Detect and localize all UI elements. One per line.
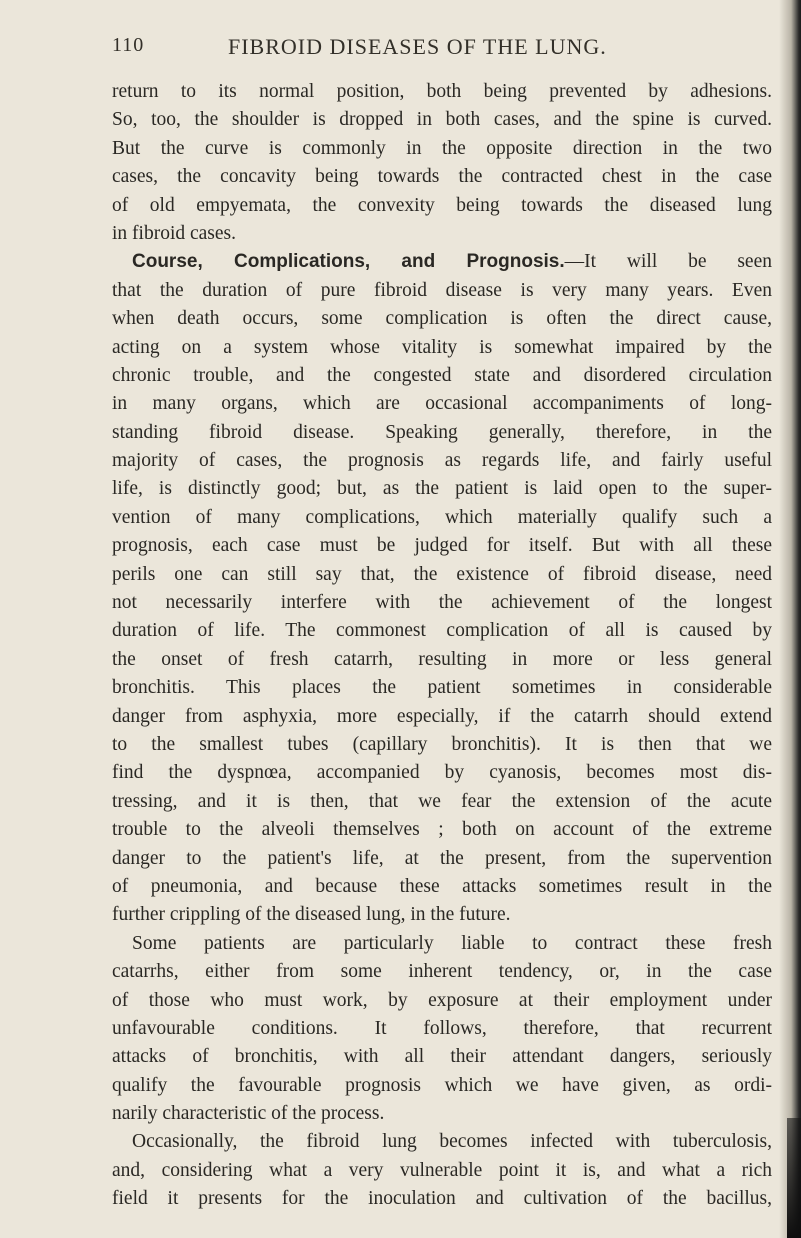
text-line: find the dyspnœa, accompanied by cyanosis, becomes most dis- [112, 762, 772, 784]
section-line-text: —It will be seen [564, 251, 772, 273]
text-line: perils one can still say that, the existence of fibroid disease, need [112, 563, 772, 585]
text-line: narily characteristic of the process. [112, 1103, 385, 1125]
text-line: qualify the favourable prognosis which we have given, as ordi- [112, 1074, 772, 1096]
section-heading: Course, Complications, and Prognosis. [132, 251, 565, 273]
text-line: bronchitis. This places the patient sometimes in considerable [112, 677, 772, 699]
text-line: and, considering what a very vulnerable point it is, and what a rich [112, 1159, 772, 1181]
text-line: catarrhs, either from some inherent tendency, or, in the case [112, 961, 772, 983]
page-corner-shadow [787, 1118, 801, 1238]
body-text [112, 78, 772, 1214]
text-line: to the smallest tubes (capillary bronchitis). It is then that we [112, 733, 772, 755]
text-line: tressing, and it is then, that we fear the extension of the acute [112, 790, 772, 812]
text-line: Some patients are particularly liable to contract these fresh [132, 932, 772, 954]
text-line: trouble to the alveoli themselves ; both on account of the extreme [112, 819, 772, 841]
text-line: life, is distinctly good; but, as the patient is laid open to the super- [112, 478, 772, 500]
text-line: cases, the concavity being towards the contracted chest in the case [112, 166, 772, 188]
text-line: duration of life. The commonest complication of all is caused by [112, 620, 772, 642]
text-line: when death occurs, some complication is often the direct cause, [112, 308, 772, 330]
text-line: of those who must work, by exposure at their employment under [112, 989, 772, 1011]
text-line: of old empyemata, the convexity being towards the diseased lung [112, 194, 772, 216]
text-line: vention of many complications, which materially qualify such a [112, 506, 772, 528]
text-line: standing fibroid disease. Speaking generally, therefore, in the [112, 421, 772, 443]
text-line: return to its normal position, both being prevented by adhesions. [112, 81, 772, 102]
page-number: 110 [112, 34, 145, 56]
text-line: prognosis, each case must be judged for itself. But with all these [112, 535, 772, 557]
text-line: So, too, the shoulder is dropped in both cases, and the spine is curved. [112, 109, 772, 131]
text-line: Occasionally, the fibroid lung becomes infected with tuberculosis, [132, 1131, 772, 1153]
text-line: unfavourable conditions. It follows, therefore, that recurrent [112, 1017, 772, 1039]
page-edge-shadow [779, 0, 801, 1238]
text-line: attacks of bronchitis, with all their attendant dangers, seriously [112, 1046, 772, 1068]
text-line: majority of cases, the prognosis as regards life, and fairly useful [112, 450, 772, 472]
text-line: danger from asphyxia, more especially, if the catarrh should extend [112, 705, 772, 727]
text-line: field it presents for the inoculation and cultivation of the bacillus, [112, 1188, 772, 1210]
text-line: further crippling of the diseased lung, in the future. [112, 904, 511, 926]
text-line: in fibroid cases. [112, 222, 237, 244]
text-line: acting on a system whose vitality is somewhat impaired by the [112, 336, 772, 358]
text-line: danger to the patient's life, at the present, from the supervention [112, 847, 772, 869]
text-line: chronic trouble, and the congested state and disordered circulation [112, 364, 772, 386]
text-line: the onset of fresh catarrh, resulting in more or less general [112, 648, 772, 670]
text-line: that the duration of pure fibroid disease is very many years. Even [112, 279, 772, 301]
page-header [112, 34, 772, 62]
text-line: But the curve is commonly in the opposite direction in the two [112, 137, 772, 159]
section-line [112, 248, 772, 276]
running-head: FIBROID DISEASES OF THE LUNG. [228, 34, 607, 59]
text-line: of pneumonia, and because these attacks sometimes result in the [112, 875, 772, 897]
text-line: in many organs, which are occasional accompaniments of long- [112, 393, 772, 415]
text-line: not necessarily interfere with the achievement of the longest [112, 592, 772, 614]
